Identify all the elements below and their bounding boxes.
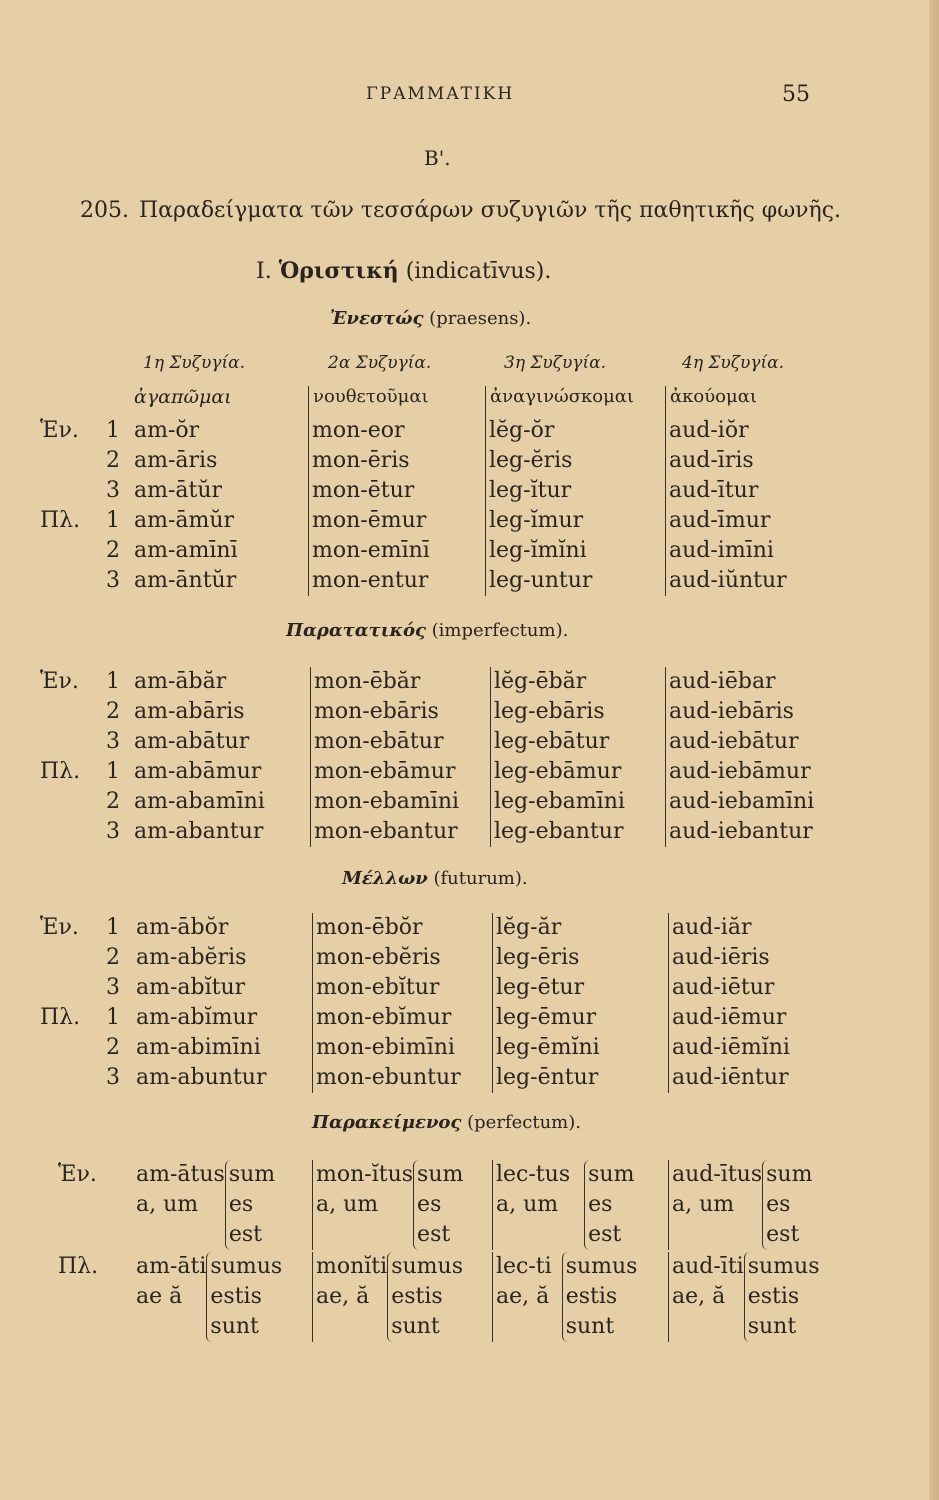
mood-heading — [256, 258, 551, 284]
aux: sum — [417, 1162, 464, 1187]
conj-header-3: 3η Συζυγία. — [504, 353, 607, 373]
person-number: 1 — [106, 418, 120, 443]
form-cell: aud-iebantur — [669, 819, 813, 844]
form-cell: leg-ebantur — [494, 819, 624, 844]
future-heading — [342, 868, 528, 889]
form-cell: aud-iŏr — [669, 418, 749, 443]
form-cell: aud-iŭntur — [669, 568, 787, 593]
aux: est — [228, 1222, 262, 1247]
stem: lec-ti — [496, 1254, 552, 1279]
aux: est — [766, 1222, 800, 1247]
gender-endings: a, um — [672, 1192, 735, 1217]
stem: mon-ĭtus — [316, 1162, 414, 1187]
aux: estis — [210, 1284, 262, 1309]
aux: es — [766, 1192, 791, 1217]
aux: sunt — [391, 1314, 440, 1339]
running-header: ΓΡΑΜΜΑΤΙΚΗ — [366, 84, 515, 104]
perfect-plural-label: Πλ. — [58, 1254, 99, 1279]
form-cell: leg-ēris — [496, 945, 580, 970]
singular-label: Ἑν. — [40, 418, 79, 443]
perfect-sg-2 — [312, 1160, 463, 1250]
conj-header-4: 4η Συζυγία. — [682, 353, 785, 373]
present-latin: (praesens). — [429, 308, 532, 329]
stem: am-ātus — [136, 1162, 225, 1187]
person-number: 1 — [106, 915, 120, 940]
imperfect-number-labels — [40, 667, 80, 787]
future-number-labels — [40, 913, 80, 1033]
paragraph-number: 205. — [80, 198, 129, 223]
aux: sunt — [747, 1314, 797, 1339]
form-cell: am-āntŭr — [134, 568, 237, 593]
gender-endings: ae, ă — [316, 1284, 370, 1309]
future-column-3 — [492, 913, 600, 1093]
page-edge — [929, 0, 939, 1500]
present-greek: Ἐνεστώς — [330, 308, 424, 329]
future-greek: Μέλλων — [342, 868, 428, 889]
form-cell: aud-ītur — [669, 478, 759, 503]
person-number: 1 — [106, 508, 120, 533]
aux: sumus — [391, 1254, 463, 1279]
form-cell: aud-iēmur — [672, 1005, 787, 1030]
imperfect-column-2 — [310, 667, 459, 847]
form-cell: leg-ebāris — [494, 699, 605, 724]
form-cell: aud-iēntur — [672, 1065, 789, 1090]
form-cell: mon-ebĭmur — [316, 1005, 452, 1030]
gender-endings: a, um — [316, 1192, 379, 1217]
form-cell: aud-iebātur — [669, 729, 799, 754]
aux: est — [417, 1222, 451, 1247]
present-column-3 — [485, 386, 592, 596]
aux: es — [417, 1192, 442, 1217]
form-cell: am-ābăr — [134, 669, 227, 694]
conj-header-1: 1η Συζυγία. — [143, 353, 246, 373]
form-cell: leg-ebātur — [494, 729, 610, 754]
person-number: 3 — [106, 975, 120, 1000]
aux: sum — [228, 1162, 276, 1187]
lemma-2: νουθετοῦμαι — [313, 386, 429, 407]
form-cell: mon-emīnī — [312, 538, 430, 563]
person-number: 3 — [106, 568, 120, 593]
perfect-latin: (perfectum). — [467, 1112, 581, 1133]
form-cell: lĕg-ŏr — [489, 418, 555, 443]
form-cell: am-ābŏr — [136, 915, 229, 940]
gender-endings: a, um — [496, 1192, 559, 1217]
aux: sunt — [210, 1314, 259, 1339]
aux: estis — [391, 1284, 443, 1309]
person-number: 1 — [106, 1005, 120, 1030]
perfect-pl-4 — [668, 1252, 820, 1342]
form-cell: aud-iebāris — [669, 699, 794, 724]
form-cell: am-abĭtur — [136, 975, 246, 1000]
form-cell: lĕg-ăr — [496, 915, 562, 940]
imperfect-person-numbers — [100, 667, 120, 847]
imperfect-column-1 — [134, 667, 265, 847]
imperfect-column-3 — [490, 667, 625, 847]
perfect-sg-1 — [136, 1160, 275, 1250]
form-cell: am-ātŭr — [134, 478, 223, 503]
imperfect-greek: Παρατατικός — [286, 620, 426, 641]
mood-numeral: I. — [256, 259, 272, 284]
stem: aud-ītus — [672, 1162, 763, 1187]
form-cell: mon-ebĕris — [316, 945, 441, 970]
person-number: 2 — [106, 538, 120, 563]
person-number: 2 — [106, 789, 120, 814]
form-cell: am-āmŭr — [134, 508, 235, 533]
mood-greek: Ὁριστική — [278, 258, 399, 284]
form-cell: mon-ebamīni — [314, 789, 460, 814]
stem: monĭti — [316, 1254, 388, 1279]
section-letter: B'. — [424, 146, 451, 170]
person-number: 2 — [106, 1035, 120, 1060]
lemma-3: ἀναγινώσκομαι — [490, 386, 634, 407]
gender-endings: ae ă — [136, 1284, 183, 1309]
form-cell: am-abimīni — [136, 1035, 261, 1060]
perfect-pl-1 — [136, 1252, 282, 1342]
paragraph-heading — [80, 198, 841, 223]
perfect-pl-2 — [312, 1252, 463, 1342]
form-cell: am-abĕris — [136, 945, 247, 970]
conj-header-2: 2α Συζυγία. — [328, 353, 432, 373]
form-cell: leg-ĭtur — [489, 478, 572, 503]
present-person-numbers — [100, 416, 120, 596]
person-number: 3 — [106, 819, 120, 844]
form-cell: mon-ebāris — [314, 699, 439, 724]
form-cell: am-abāmur — [134, 759, 262, 784]
form-cell: mon-ebĭtur — [316, 975, 440, 1000]
present-column-4 — [665, 386, 787, 596]
form-cell: aud-iebāmur — [669, 759, 811, 784]
form-cell: leg-ĭmĭni — [489, 538, 587, 563]
form-cell: aud-īmur — [669, 508, 771, 533]
mood-latin: (indicatīvus). — [405, 259, 552, 284]
present-heading — [330, 308, 531, 329]
lemma-1: ἀγαπῶμαι — [134, 386, 232, 408]
aux: sumus — [210, 1254, 283, 1279]
form-cell: leg-ēmĭni — [496, 1035, 600, 1060]
future-column-1 — [136, 913, 266, 1093]
form-cell: am-amīnī — [134, 538, 238, 563]
stem: aud-īti — [672, 1254, 744, 1279]
form-cell: am-abātur — [134, 729, 250, 754]
aux: estis — [747, 1284, 800, 1309]
person-number: 2 — [106, 448, 120, 473]
form-cell: aud-iētur — [672, 975, 775, 1000]
form-cell: mon-ēmur — [312, 508, 427, 533]
aux: sum — [588, 1162, 635, 1187]
form-cell: am-abuntur — [136, 1065, 267, 1090]
singular-label: Ἑν. — [40, 915, 79, 940]
form-cell: mon-ebāmur — [314, 759, 456, 784]
person-number: 2 — [106, 945, 120, 970]
aux: sumus — [747, 1254, 820, 1279]
person-number: 3 — [106, 729, 120, 754]
form-cell: leg-ĕris — [489, 448, 573, 473]
perfect-heading — [312, 1112, 581, 1133]
person-number: 1 — [106, 669, 120, 694]
aux: est — [588, 1222, 622, 1247]
future-latin: (futurum). — [433, 868, 528, 889]
person-number: 1 — [106, 759, 120, 784]
future-column-4 — [668, 913, 790, 1093]
perfect-sg-4 — [668, 1160, 812, 1250]
form-cell: aud-iăr — [672, 915, 752, 940]
imperfect-latin: (imperfectum). — [431, 620, 569, 641]
form-cell: aud-iēmĭni — [672, 1035, 790, 1060]
form-cell: leg-untur — [489, 568, 593, 593]
singular-label: Ἑν. — [40, 669, 79, 694]
paragraph-text: Παραδείγματα τῶν τεσσάρων συζυγιῶν τῆς παθητικῆς φωνῆς. — [138, 198, 842, 223]
imperfect-heading — [286, 620, 568, 641]
form-cell: am-abamīni — [134, 789, 265, 814]
form-cell: am-ŏr — [134, 418, 200, 443]
form-cell: aud-īris — [669, 448, 754, 473]
plural-label: Πλ. — [40, 759, 81, 784]
form-cell: aud-imīni — [669, 538, 774, 563]
form-cell: aud-iēbar — [669, 669, 776, 694]
form-cell: mon-eor — [312, 418, 405, 443]
form-cell: mon-ēris — [312, 448, 410, 473]
perfect-singular-label: Ἑν. — [58, 1162, 97, 1187]
form-cell: am-abĭmur — [136, 1005, 258, 1030]
form-cell: aud-iēris — [672, 945, 770, 970]
form-cell: mon-ebimīni — [316, 1035, 455, 1060]
form-cell: mon-ebantur — [314, 819, 458, 844]
form-cell: leg-ētur — [496, 975, 585, 1000]
present-column-1 — [134, 386, 238, 596]
stem: lec-tus — [496, 1162, 571, 1187]
form-cell: mon-entur — [312, 568, 429, 593]
person-number: 3 — [106, 478, 120, 503]
aux: sunt — [565, 1314, 615, 1339]
plural-label: Πλ. — [40, 508, 81, 533]
lemma-4: ἀκούομαι — [670, 386, 757, 407]
person-number: 2 — [106, 699, 120, 724]
form-cell: mon-ēbŏr — [316, 915, 423, 940]
aux: sumus — [565, 1254, 638, 1279]
form-cell: mon-ētur — [312, 478, 415, 503]
perfect-sg-3 — [492, 1160, 634, 1250]
form-cell: leg-ebāmur — [494, 759, 622, 784]
aux: es — [588, 1192, 613, 1217]
gender-endings: ae, ă — [496, 1284, 550, 1309]
gender-endings: a, um — [136, 1192, 199, 1217]
form-cell: aud-iebamīni — [669, 789, 815, 814]
form-cell: mon-ebātur — [314, 729, 444, 754]
form-cell: leg-ēntur — [496, 1065, 599, 1090]
form-cell: am-āris — [134, 448, 218, 473]
plural-label: Πλ. — [40, 1005, 81, 1030]
form-cell: leg-ebamīni — [494, 789, 625, 814]
gender-endings: ae, ă — [672, 1284, 726, 1309]
future-person-numbers — [100, 913, 120, 1093]
aux: sum — [766, 1162, 813, 1187]
perfect-greek: Παρακείμενος — [312, 1112, 462, 1133]
form-cell: mon-ēbăr — [314, 669, 421, 694]
perfect-pl-3 — [492, 1252, 637, 1342]
aux: estis — [565, 1284, 618, 1309]
stem: am-āti — [136, 1254, 207, 1279]
form-cell: am-abāris — [134, 699, 245, 724]
present-column-2 — [308, 386, 430, 596]
page-number: 55 — [782, 82, 810, 107]
future-column-2 — [312, 913, 461, 1093]
form-cell: lĕg-ēbăr — [494, 669, 587, 694]
form-cell: leg-ĭmur — [489, 508, 584, 533]
person-number: 3 — [106, 1065, 120, 1090]
present-number-labels — [40, 416, 80, 536]
form-cell: leg-ēmur — [496, 1005, 597, 1030]
form-cell: mon-ebuntur — [316, 1065, 461, 1090]
imperfect-column-4 — [665, 667, 814, 847]
form-cell: am-abantur — [134, 819, 264, 844]
aux: es — [228, 1192, 254, 1217]
